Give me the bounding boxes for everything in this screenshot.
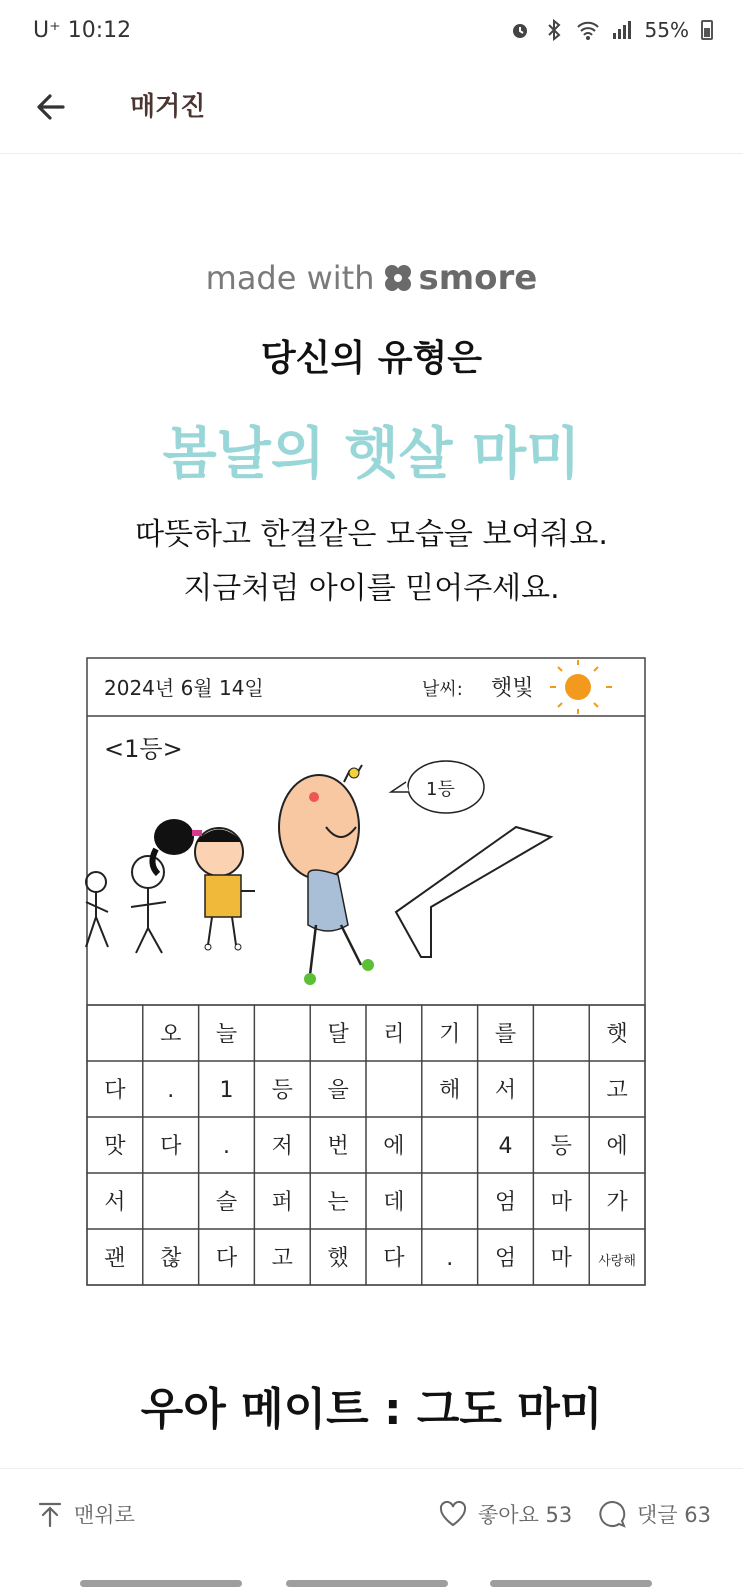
grid-char: 기 bbox=[439, 1022, 461, 1047]
system-nav-handles bbox=[0, 1568, 743, 1593]
grid-char: 1 bbox=[219, 1078, 234, 1103]
grid-char: 다 bbox=[104, 1078, 126, 1103]
comment-button[interactable] bbox=[597, 1499, 711, 1529]
grid-char: 등 bbox=[550, 1134, 572, 1159]
grid-char: 다 bbox=[160, 1134, 182, 1159]
grid-char: 퍼 bbox=[271, 1190, 293, 1215]
back-arrow-icon bbox=[33, 89, 69, 125]
grid-char: . bbox=[446, 1246, 454, 1271]
diary-weather-label: 날씨: bbox=[422, 679, 463, 700]
grid-char: 데 bbox=[383, 1190, 405, 1215]
speech-bubble-text: 1등 bbox=[426, 779, 455, 800]
grid-char: 고 bbox=[606, 1078, 628, 1103]
mate-heading-partial: 우아 메이트 : 그도 마미 bbox=[140, 1384, 603, 1435]
grid-char: . bbox=[167, 1078, 175, 1103]
nav-handle-left[interactable] bbox=[80, 1580, 242, 1587]
grid-char: 해 bbox=[439, 1078, 461, 1103]
drawing-diary-image bbox=[86, 657, 656, 1297]
grid-char: 서 bbox=[494, 1078, 517, 1103]
bluetooth-icon bbox=[543, 19, 565, 41]
grid-char: 찮 bbox=[160, 1246, 182, 1271]
grid-char: 엄 bbox=[494, 1246, 517, 1271]
like-count: 좋아요 53 bbox=[478, 1503, 573, 1527]
grid-char: 마 bbox=[550, 1246, 572, 1271]
result-type-name: 봄날의 햇살 마미 bbox=[162, 422, 581, 487]
nav-handle-right[interactable] bbox=[490, 1580, 652, 1587]
grid-char: 엄 bbox=[494, 1190, 517, 1215]
like-button[interactable] bbox=[438, 1499, 572, 1529]
status-icons bbox=[509, 18, 713, 42]
drawing-title: <1등> bbox=[104, 735, 183, 763]
comment-icon bbox=[597, 1499, 627, 1529]
grid-char: 다 bbox=[215, 1246, 238, 1271]
grid-char: 햇 bbox=[606, 1022, 628, 1047]
made-with-label: made with bbox=[205, 259, 375, 297]
scroll-top-icon bbox=[36, 1500, 64, 1528]
diary-date: 2024년 6월 14일 bbox=[104, 676, 264, 700]
battery-icon bbox=[701, 20, 713, 40]
scroll-top-button[interactable] bbox=[36, 1499, 135, 1529]
grid-char: 했 bbox=[327, 1246, 349, 1271]
bottom-action-bar bbox=[0, 1468, 743, 1558]
grid-char: 리 bbox=[383, 1022, 405, 1047]
grid-char: 번 bbox=[327, 1134, 349, 1159]
grid-char: 을 bbox=[327, 1078, 349, 1103]
grid-char: 에 bbox=[606, 1134, 628, 1159]
grid-char: 는 bbox=[327, 1190, 349, 1215]
smore-logo-icon bbox=[382, 262, 414, 294]
grid-char: 맛 bbox=[104, 1134, 126, 1159]
carrier-time: U⁺ 10:12 bbox=[33, 18, 132, 43]
grid-char: 달 bbox=[327, 1022, 349, 1047]
grid-char: 사랑해 bbox=[598, 1254, 636, 1269]
smore-brand bbox=[382, 258, 537, 298]
smore-brand-text: smore bbox=[418, 258, 538, 298]
grid-char: 가 bbox=[606, 1190, 628, 1215]
result-description bbox=[0, 508, 743, 616]
back-button[interactable] bbox=[26, 82, 76, 132]
grid-char: 에 bbox=[383, 1134, 405, 1159]
wifi-icon bbox=[577, 19, 599, 41]
ponytail-hair bbox=[154, 819, 194, 855]
grid-char: 를 bbox=[494, 1022, 517, 1047]
nav-handle-center[interactable] bbox=[286, 1580, 448, 1587]
magazine-content[interactable] bbox=[0, 155, 743, 1435]
grid-char: 다 bbox=[383, 1246, 405, 1271]
alarm-icon bbox=[509, 19, 531, 41]
grid-char: 4 bbox=[498, 1134, 513, 1159]
battery-percent: 55% bbox=[644, 18, 689, 42]
grid-char: . bbox=[223, 1134, 230, 1159]
heart-icon bbox=[438, 1500, 468, 1528]
page-title: 매거진 bbox=[130, 92, 206, 122]
grid-char: 마 bbox=[550, 1190, 572, 1215]
description-line-1: 따뜻하고 한결같은 모습을 보여줘요. bbox=[135, 517, 608, 552]
result-type-label: 당신의 유형은 bbox=[260, 338, 483, 379]
grid-char: 슬 bbox=[215, 1190, 238, 1215]
signal-icon bbox=[611, 19, 633, 41]
diary-weather-value: 햇빛 bbox=[491, 676, 534, 701]
description-line-2: 지금처럼 아이를 믿어주세요. bbox=[183, 571, 560, 606]
app-bar bbox=[0, 62, 743, 154]
grid-char: 서 bbox=[104, 1190, 126, 1215]
scroll-top-label: 맨위로 bbox=[74, 1503, 135, 1527]
grid-char: 괜 bbox=[104, 1246, 126, 1271]
grid-char: 등 bbox=[271, 1078, 293, 1103]
comment-count: 댓글 63 bbox=[637, 1503, 711, 1527]
grid-char: 오 bbox=[160, 1022, 182, 1047]
grid-char: 늘 bbox=[215, 1022, 238, 1047]
made-with-smore bbox=[0, 258, 743, 298]
grid-char: 고 bbox=[271, 1246, 293, 1271]
grid-char: 저 bbox=[271, 1134, 293, 1159]
status-bar bbox=[0, 0, 743, 62]
